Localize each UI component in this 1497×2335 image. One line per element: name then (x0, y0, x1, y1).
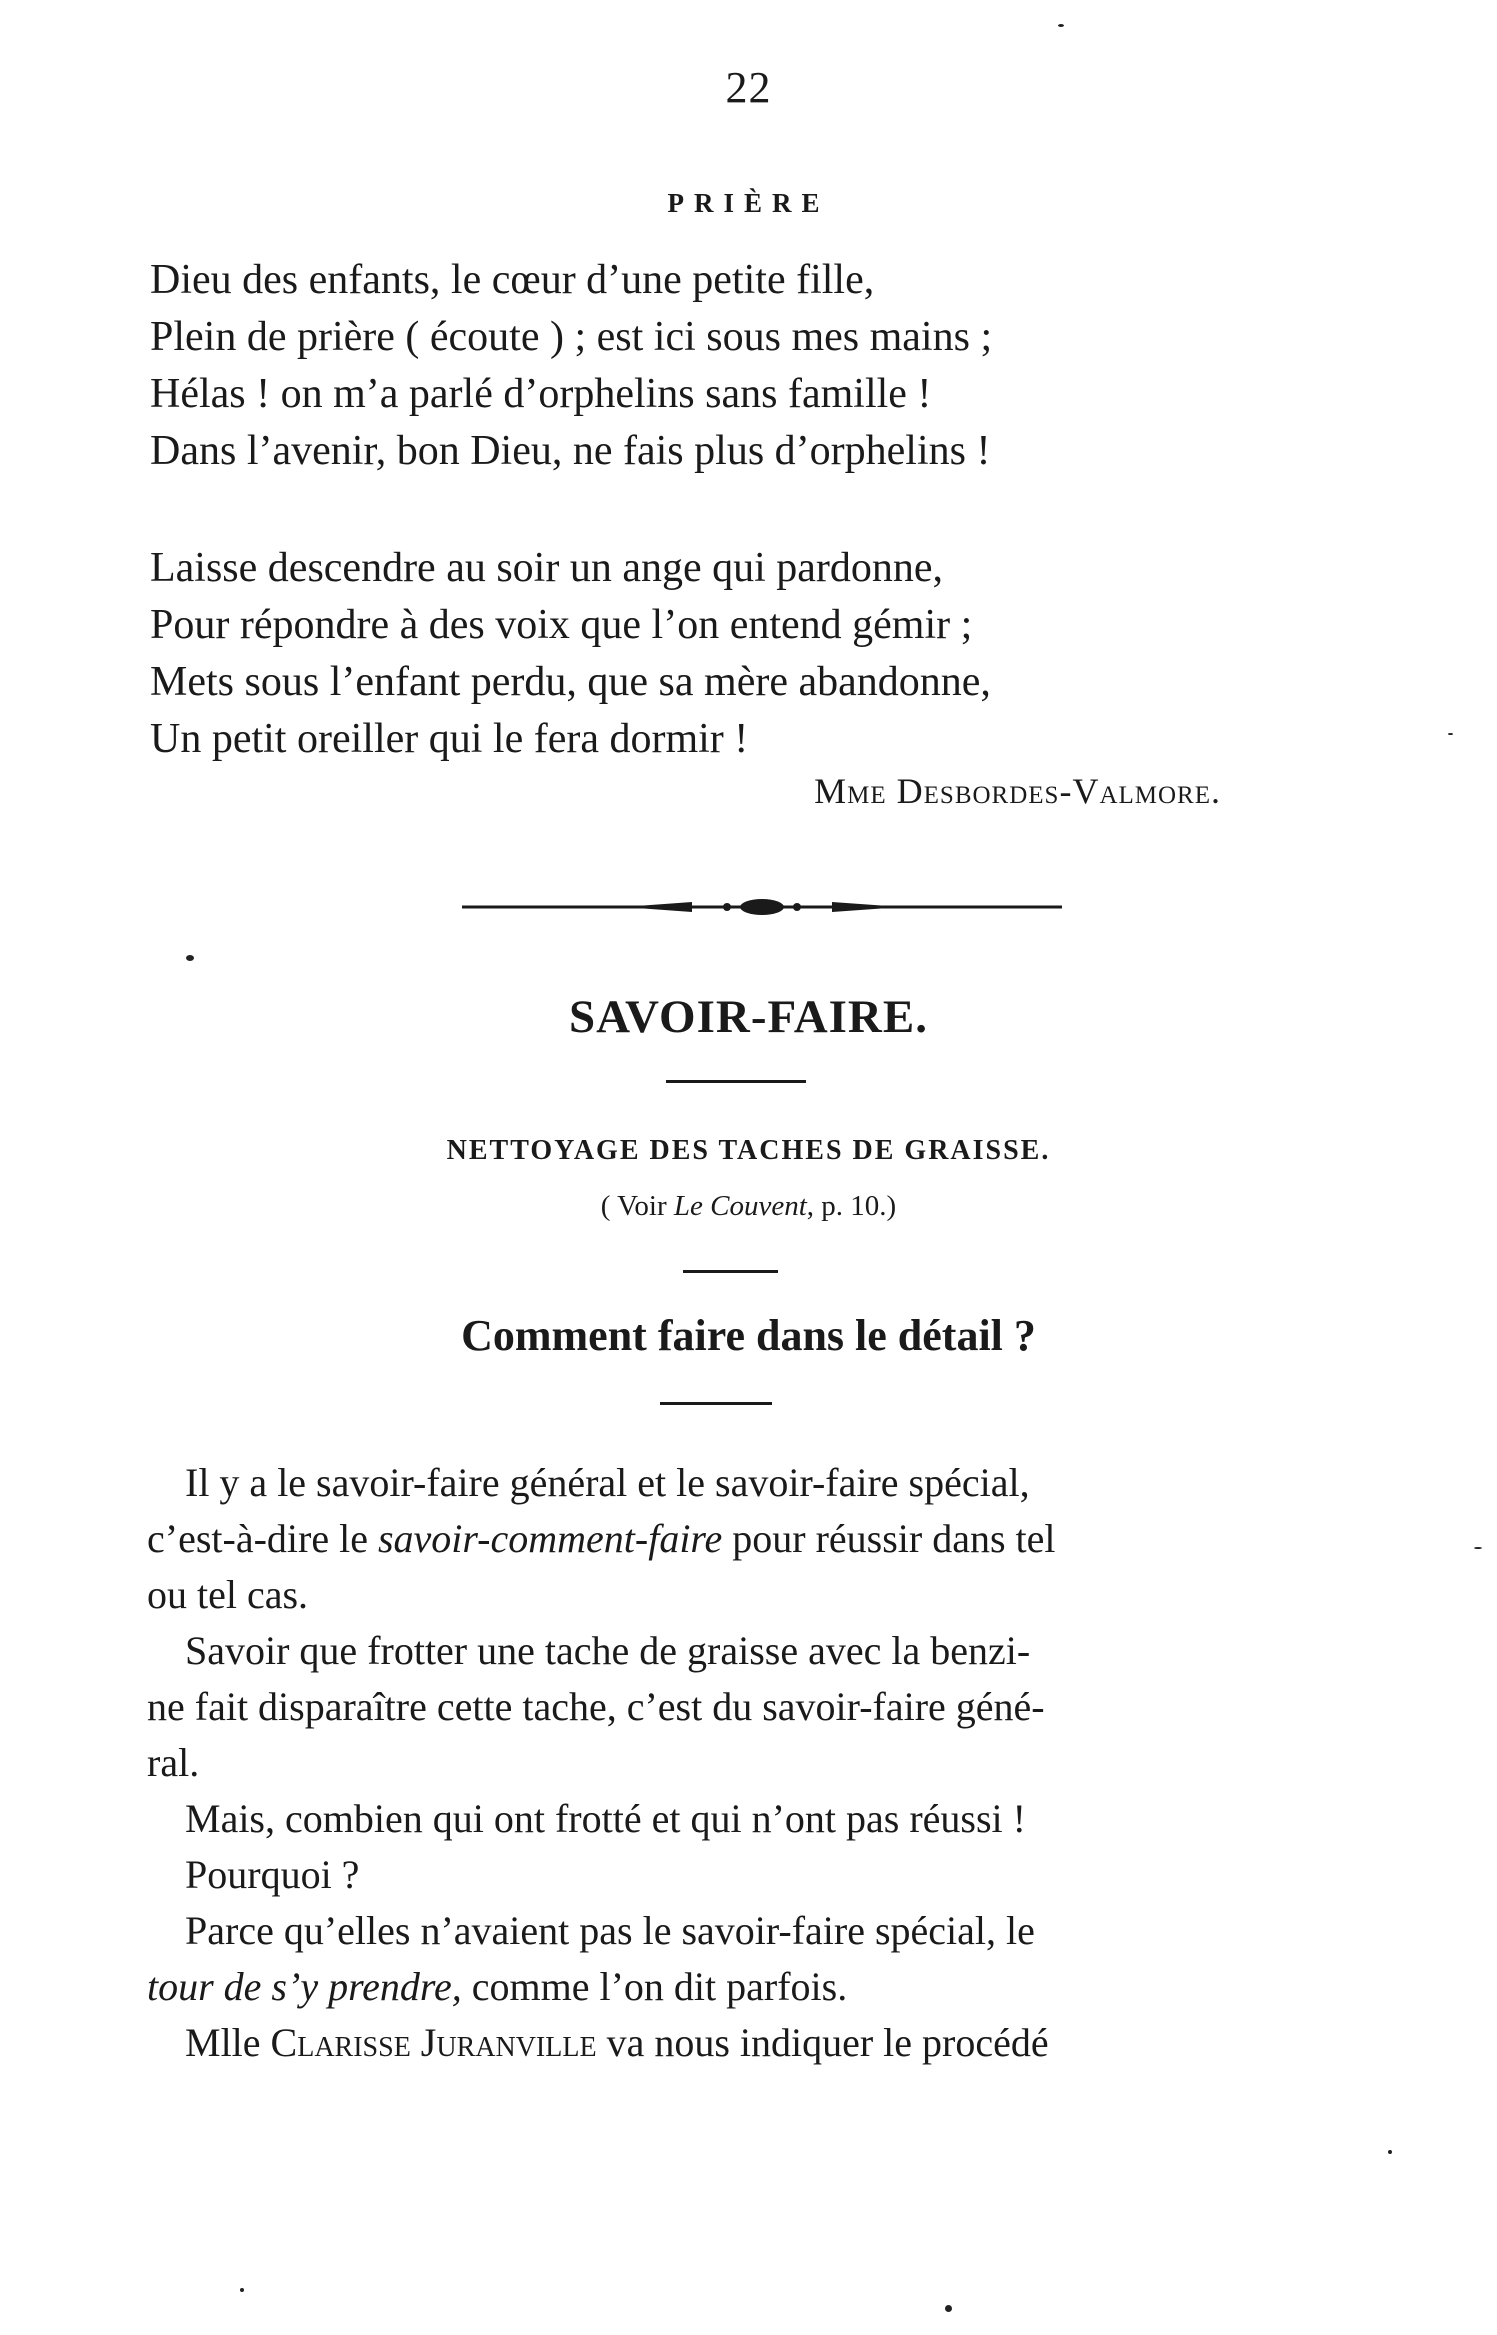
page-number: 22 (725, 63, 772, 112)
body-emphasis: savoir-comment-faire (377, 1516, 723, 1561)
body-line: Pourquoi ? (185, 1852, 360, 1897)
poem-line: Laisse descendre au soir un ange qui pardonne, (150, 545, 944, 591)
section-reference (0, 1190, 1497, 1223)
body-line: Mais, combien qui ont frotté et qui n’ont pas réussi ! (185, 1796, 1026, 1841)
print-speck (186, 955, 194, 961)
body-line: Parce qu’elles n’avaient pas le savoir-faire spécial, le (185, 1908, 1035, 1953)
poem-line: Mets sous l’enfant perdu, que sa mère abandonne, (150, 659, 991, 705)
reference-close: , p. 10.) (806, 1190, 897, 1222)
print-speck (240, 2288, 244, 2292)
reference-open: ( Voir (600, 1190, 674, 1222)
title-rule (666, 1080, 806, 1083)
section-title: SAVOIR-FAIRE. (569, 991, 928, 1043)
poem-line: Plein de prière ( écoute ) ; est ici sous mes mains ; (150, 314, 993, 360)
body-text-span: va nous indiquer le procédé (596, 2020, 1049, 2065)
print-speck (1448, 733, 1453, 735)
print-speck (945, 2305, 952, 2312)
poem-line: Dieu des enfants, le cœur d’une petite fille, (150, 257, 875, 303)
poem-line: Un petit oreiller qui le fera dormir ! (150, 716, 749, 762)
poem-stanza-2 (150, 540, 1300, 768)
poem-line: Dans l’avenir, bon Dieu, ne fais plus d’orphelins ! (150, 428, 991, 474)
print-speck (1474, 1547, 1482, 1549)
body-line: Savoir que frotter une tache de graisse avec la benzi- (185, 1628, 1031, 1673)
body-line: ou tel cas. (147, 1572, 309, 1617)
poem-line: Pour répondre à des voix que l’on entend gémir ; (150, 602, 973, 648)
body-line (147, 1511, 1307, 1567)
body-line: ral. (147, 1740, 200, 1785)
reference-work: Le Couvent (673, 1190, 807, 1222)
body-text-span: pour réussir dans tel (722, 1516, 1056, 1561)
body-text (147, 1455, 1307, 2071)
body-line: Il y a le savoir-faire général et le savoir-faire spécial, (185, 1460, 1030, 1505)
section-question: Comment faire dans le détail ? (461, 1311, 1036, 1360)
body-text-span: Mlle (185, 2020, 271, 2065)
body-text-span: comme l’on dit parfois. (461, 1964, 848, 2009)
body-line: ne fait disparaître cette tache, c’est du savoir-faire géné- (147, 1684, 1045, 1729)
body-text-span: c’est-à-dire le (147, 1516, 378, 1561)
ornamental-divider (462, 895, 1062, 919)
question-rule (660, 1402, 772, 1405)
body-emphasis: tour de s’y prendre, (147, 1964, 462, 2009)
poem-stanza-1 (150, 252, 1300, 480)
section-subtitle: NETTOYAGE DES TACHES DE GRAISSE. (446, 1135, 1051, 1166)
print-speck (1058, 24, 1064, 27)
poem-title: PRIÈRE (667, 188, 830, 218)
poem-line: Hélas ! on m’a parlé d’orphelins sans famille ! (150, 371, 932, 417)
body-line (147, 2015, 1307, 2071)
subtitle-rule (683, 1270, 778, 1273)
body-line (147, 1959, 1307, 2015)
poem-author: Mme Desbordes-Valmore. (814, 771, 1221, 811)
body-small-caps: Clarisse Juranville (270, 2020, 597, 2065)
print-speck (1388, 2150, 1392, 2154)
